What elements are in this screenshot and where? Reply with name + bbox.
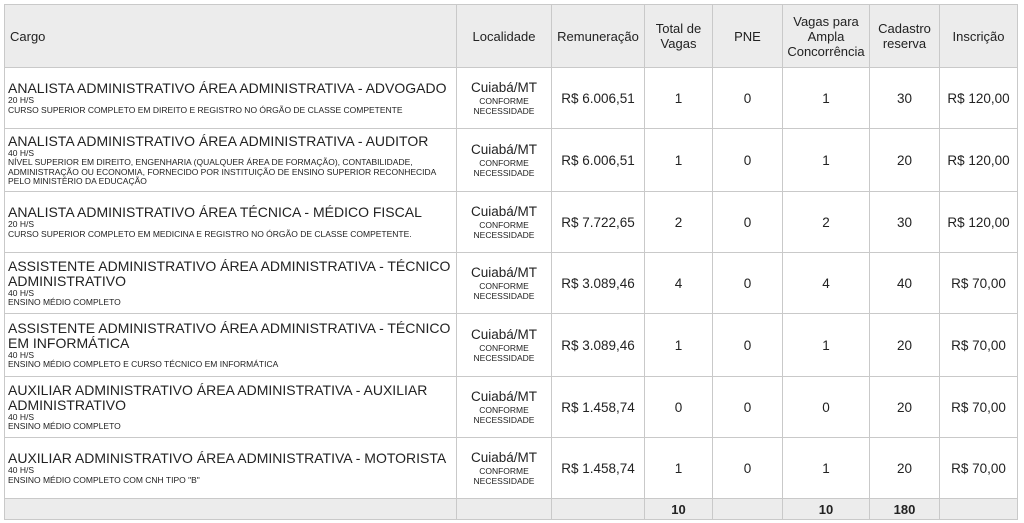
- cargo-requirements: ENSINO MÉDIO COMPLETO E CURSO TÉCNICO EM INFORMÁTICA: [8, 359, 279, 369]
- cell-cargo: [5, 68, 457, 129]
- localidade-city: Cuiabá/MT: [470, 327, 538, 342]
- cargo-requirements: NÍVEL SUPERIOR EM DIREITO, ENGENHARIA (QUALQUER ÁREA DE FORMAÇÃO), CONTABILIDADE, ADMINISTRAÇÃO OU ECONOMIA, FORNECIDO POR INSTITUIÇÃO DE ENSINO SUPERIOR RECONHECIDA PELO MINISTÉRIO DA EDUCAÇÃO: [8, 157, 436, 186]
- localidade-note: CONFORME NECESSIDADE: [473, 96, 535, 116]
- cell-total-vagas: 0: [645, 377, 713, 438]
- cell-pne: 0: [713, 314, 783, 377]
- column-header-inscricao: Inscrição: [940, 5, 1018, 68]
- cell-cadastro: 40: [870, 253, 940, 314]
- table-row: [5, 438, 1018, 499]
- cell-cadastro: 30: [870, 68, 940, 129]
- localidade-note: CONFORME NECESSIDADE: [473, 466, 535, 486]
- cell-ampla: 1: [783, 438, 870, 499]
- cargo-hours: 20 H/S: [8, 219, 34, 229]
- cargo-title: ANALISTA ADMINISTRATIVO ÁREA ADMINISTRATIVA - AUDITOR: [8, 132, 429, 149]
- localidade-city: Cuiabá/MT: [470, 80, 538, 95]
- table-row: [5, 68, 1018, 129]
- cell-localidade: [457, 253, 552, 314]
- cell-pne: 0: [713, 129, 783, 192]
- cargo-hours: 40 H/S: [8, 465, 34, 475]
- localidade-city: Cuiabá/MT: [470, 265, 538, 280]
- cell-pne: 0: [713, 68, 783, 129]
- table-row: [5, 314, 1018, 377]
- cell-cargo: [5, 253, 457, 314]
- cargo-requirements: CURSO SUPERIOR COMPLETO EM MEDICINA E REGISTRO NO ÓRGÃO DE CLASSE COMPETENTE.: [8, 228, 412, 239]
- cell-cargo: [5, 192, 457, 253]
- cell-inscricao: R$ 120,00: [940, 192, 1018, 253]
- cell-localidade: [457, 68, 552, 129]
- localidade-city: Cuiabá/MT: [470, 450, 538, 465]
- cell-ampla: 2: [783, 192, 870, 253]
- column-header-cargo: Cargo: [5, 5, 457, 68]
- totals-empty: [713, 499, 783, 520]
- cell-inscricao: R$ 70,00: [940, 314, 1018, 377]
- localidade-city: Cuiabá/MT: [470, 142, 538, 157]
- cell-total-vagas: 1: [645, 438, 713, 499]
- cargo-title: ASSISTENTE ADMINISTRATIVO ÁREA ADMINISTRATIVA - TÉCNICO ADMINISTRATIVO: [8, 257, 451, 289]
- totals-total-vagas: 10: [645, 499, 713, 520]
- cell-remuneracao: R$ 1.458,74: [552, 438, 645, 499]
- cell-ampla: 0: [783, 377, 870, 438]
- totals-cadastro: 180: [870, 499, 940, 520]
- column-header-ampla: Vagas para Ampla Concorrência: [783, 5, 870, 68]
- cell-ampla: 1: [783, 68, 870, 129]
- column-header-localidade: Localidade: [457, 5, 552, 68]
- localidade-note: CONFORME NECESSIDADE: [473, 405, 535, 425]
- localidade-city: Cuiabá/MT: [470, 204, 538, 219]
- cell-localidade: [457, 192, 552, 253]
- cargo-title: ANALISTA ADMINISTRATIVO ÁREA TÉCNICA - MÉDICO FISCAL: [8, 204, 422, 220]
- cell-inscricao: R$ 70,00: [940, 377, 1018, 438]
- cargo-requirements: ENSINO MÉDIO COMPLETO: [8, 297, 121, 307]
- totals-empty: [457, 499, 552, 520]
- totals-empty: [5, 499, 457, 520]
- cell-pne: 0: [713, 377, 783, 438]
- cell-localidade: [457, 314, 552, 377]
- cell-inscricao: R$ 120,00: [940, 129, 1018, 192]
- cell-remuneracao: R$ 1.458,74: [552, 377, 645, 438]
- cargo-hours: 40 H/S: [8, 147, 34, 158]
- localidade-note: CONFORME NECESSIDADE: [473, 158, 535, 178]
- cargo-title: AUXILIAR ADMINISTRATIVO ÁREA ADMINISTRATIVA - MOTORISTA: [8, 450, 447, 466]
- cargo-hours: 40 H/S: [8, 349, 34, 360]
- totals-empty: [552, 499, 645, 520]
- totals-ampla: 10: [783, 499, 870, 520]
- cell-inscricao: R$ 70,00: [940, 438, 1018, 499]
- cell-pne: 0: [713, 253, 783, 314]
- cell-cadastro: 20: [870, 314, 940, 377]
- cargo-title: AUXILIAR ADMINISTRATIVO ÁREA ADMINISTRATIVA - AUXILIAR ADMINISTRATIVO: [8, 381, 428, 413]
- cargo-requirements: ENSINO MÉDIO COMPLETO COM CNH TIPO "B": [8, 474, 200, 485]
- cargo-hours: 40 H/S: [8, 411, 34, 422]
- cell-remuneracao: R$ 7.722,65: [552, 192, 645, 253]
- cargo-hours: 20 H/S: [8, 95, 34, 105]
- table-header-row: [5, 5, 1018, 68]
- cell-total-vagas: 4: [645, 253, 713, 314]
- totals-empty: [940, 499, 1018, 520]
- cell-ampla: 4: [783, 253, 870, 314]
- table-body: [5, 68, 1018, 499]
- cargo-requirements: ENSINO MÉDIO COMPLETO: [8, 421, 121, 431]
- cargo-hours: 40 H/S: [8, 287, 34, 298]
- localidade-note: CONFORME NECESSIDADE: [473, 281, 535, 301]
- cell-cargo: [5, 438, 457, 499]
- cell-total-vagas: 2: [645, 192, 713, 253]
- column-header-remuneracao: Remuneração: [552, 5, 645, 68]
- cell-cadastro: 20: [870, 377, 940, 438]
- cell-localidade: [457, 129, 552, 192]
- cargo-title: ASSISTENTE ADMINISTRATIVO ÁREA ADMINISTRATIVA - TÉCNICO EM INFORMÁTICA: [8, 319, 451, 351]
- cell-localidade: [457, 377, 552, 438]
- cell-remuneracao: R$ 6.006,51: [552, 68, 645, 129]
- cell-cadastro: 20: [870, 129, 940, 192]
- cell-total-vagas: 1: [645, 68, 713, 129]
- cell-remuneracao: R$ 3.089,46: [552, 314, 645, 377]
- cell-cadastro: 30: [870, 192, 940, 253]
- column-header-cadastro: Cadastro reserva: [870, 5, 940, 68]
- cell-inscricao: R$ 120,00: [940, 68, 1018, 129]
- localidade-note: CONFORME NECESSIDADE: [473, 220, 535, 240]
- cell-localidade: [457, 438, 552, 499]
- cargo-title: ANALISTA ADMINISTRATIVO ÁREA ADMINISTRATIVA - ADVOGADO: [8, 80, 447, 96]
- cell-total-vagas: 1: [645, 129, 713, 192]
- cell-cargo: [5, 377, 457, 438]
- cell-cadastro: 20: [870, 438, 940, 499]
- cell-ampla: 1: [783, 314, 870, 377]
- cell-inscricao: R$ 70,00: [940, 253, 1018, 314]
- cell-remuneracao: R$ 6.006,51: [552, 129, 645, 192]
- cell-cargo: [5, 129, 457, 192]
- cell-total-vagas: 1: [645, 314, 713, 377]
- cell-cargo: [5, 314, 457, 377]
- localidade-note: CONFORME NECESSIDADE: [473, 343, 535, 363]
- column-header-total-vagas: Total de Vagas: [645, 5, 713, 68]
- cell-ampla: 1: [783, 129, 870, 192]
- cell-pne: 0: [713, 438, 783, 499]
- table-row: [5, 253, 1018, 314]
- totals-row: [5, 499, 1018, 520]
- localidade-city: Cuiabá/MT: [470, 389, 538, 404]
- cell-pne: 0: [713, 192, 783, 253]
- table-row: [5, 129, 1018, 192]
- vagas-table: [4, 4, 1018, 520]
- cargo-requirements: CURSO SUPERIOR COMPLETO EM DIREITO E REGISTRO NO ÓRGÃO DE CLASSE COMPETENTE: [8, 104, 403, 115]
- table-row: [5, 377, 1018, 438]
- table-row: [5, 192, 1018, 253]
- column-header-pne: PNE: [713, 5, 783, 68]
- cell-remuneracao: R$ 3.089,46: [552, 253, 645, 314]
